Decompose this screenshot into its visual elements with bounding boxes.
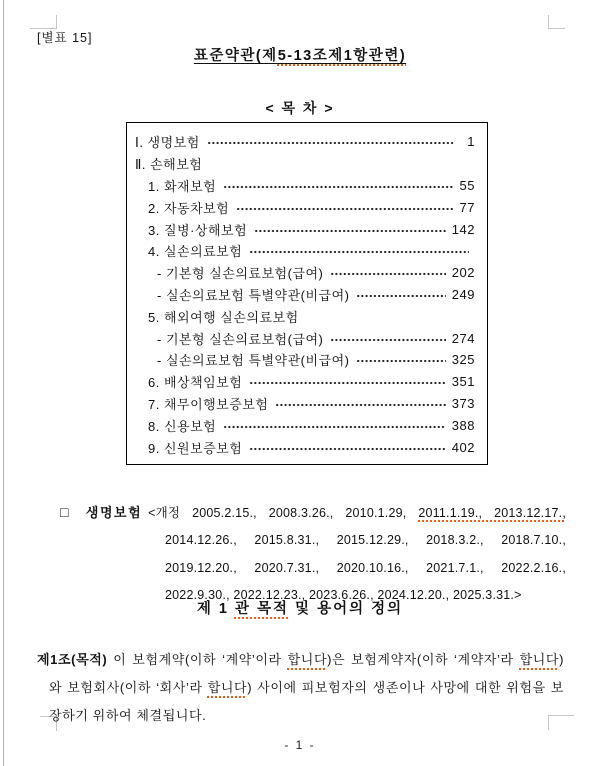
- toc-page-number: 249: [451, 286, 475, 302]
- revision-dates-part3: 2014.12.26., 2015.8.31., 2015.12.29., 2018.3.2., 2018.7.10., 2019.12.20., 2020.7.31., 2020.10.16., 2021.7.1., 2022.2.16., 2022.9.30., 2022.12.23., 2023.6.26., 2024.12.20., 2025.3.31.>: [165, 533, 566, 603]
- toc-item-label: 9. 신원보증보험: [148, 440, 243, 456]
- toc-item-label: 4. 실손의료보험: [148, 244, 243, 260]
- toc-box: [126, 122, 488, 465]
- toc-row: [135, 131, 475, 153]
- toc-page-number: 202: [451, 265, 475, 281]
- toc-row: [135, 305, 475, 327]
- toc-item-label: Ⅱ. 손해보험: [135, 157, 203, 173]
- toc-item-label: - 실손의료보험 특별약관(비급여): [157, 353, 350, 369]
- document-title-part2-spellcheck: 5-13조제1항관련): [277, 48, 407, 64]
- annex-label: [별표 15]: [37, 31, 93, 45]
- toc-page-number: 351: [451, 374, 475, 390]
- toc-dot-leader: [250, 447, 445, 451]
- toc-page-number: 373: [451, 395, 475, 411]
- article-text-1: 이 보험계약(이하 ‘계약’이라: [107, 652, 288, 667]
- toc-row: [135, 349, 475, 371]
- toc-page-number: 77: [459, 199, 475, 215]
- toc-row: [135, 436, 475, 458]
- document-title-part1: 표준약관(제: [193, 48, 278, 64]
- revision-paragraph: [60, 499, 566, 610]
- toc-item-label: - 기본형 실손의료보험(급여): [157, 331, 324, 347]
- toc-dot-leader: [208, 141, 455, 145]
- toc-page-number: 274: [451, 330, 475, 346]
- toc-dot-leader: [224, 425, 446, 429]
- toc-dot-leader: [357, 294, 445, 298]
- toc-item-label: 2. 자동차보험: [148, 200, 230, 216]
- article-text-6-spellcheck: 합니다: [207, 680, 248, 695]
- toc-row: [135, 284, 475, 306]
- section-label: 생명보험: [85, 504, 143, 520]
- corner-mark-top-left-icon: [30, 15, 57, 29]
- toc-dot-leader: [250, 250, 469, 254]
- chapter-heading-part2-spellcheck: 관 목적: [234, 601, 290, 617]
- toc-page-number: 1: [467, 134, 475, 150]
- toc-dot-leader: [276, 403, 445, 407]
- toc-page-number: 402: [451, 439, 475, 455]
- toc-dot-leader: [224, 185, 453, 189]
- toc-dot-leader: [331, 338, 445, 342]
- page-number: - 1 -: [284, 738, 316, 752]
- toc-item-label: Ⅰ. 생명보험: [135, 135, 200, 151]
- toc-dot-leader: [357, 359, 445, 363]
- toc-dot-leader: [250, 381, 445, 385]
- toc-row: [135, 218, 475, 240]
- toc-dot-leader: [255, 229, 446, 233]
- toc-page-number: 55: [459, 177, 475, 193]
- toc-item-label: 6. 배상책임보험: [148, 375, 243, 391]
- toc-row: [135, 240, 475, 262]
- toc-row: [135, 327, 475, 349]
- toc-heading: < 목 차 >: [265, 100, 335, 116]
- toc-dot-leader: [237, 207, 453, 211]
- toc-page-number: 325: [451, 352, 475, 368]
- toc-item-label: 5. 해외여행 실손의료보험: [148, 309, 299, 325]
- article-text-4-spellcheck: 합니다: [519, 652, 560, 667]
- toc-row: [135, 175, 475, 197]
- section-marker-square-icon: □: [60, 503, 77, 520]
- chapter-heading-part3: 및 용어의 정의: [289, 601, 404, 617]
- toc-row: [135, 393, 475, 415]
- toc-item-label: 7. 채무이행보증보험: [148, 396, 269, 412]
- toc-item-label: 1. 화재보험: [148, 178, 217, 194]
- toc-dot-leader: [331, 272, 445, 276]
- article-text-7: ) 사이에 피보험자의 생존이나 사망에 대한 위험을 보장하기 위하여 체결됩니다.: [49, 680, 564, 723]
- chapter-heading-part1: 제 1: [196, 601, 235, 617]
- article-title: 제1조(목적): [37, 652, 108, 667]
- toc-row: [135, 414, 475, 436]
- revision-dates-part1: <개정 2005.2.15., 2008.3.26., 2010.1.29,: [148, 505, 419, 520]
- toc-page-number: 142: [451, 221, 475, 237]
- corner-mark-top-right-icon: [548, 15, 565, 29]
- article-text-5: )와 보험회사(이하 ‘회사’라: [49, 652, 564, 695]
- toc-item-label: 3. 질병·상해보험: [148, 222, 248, 238]
- chapter-heading: [0, 597, 600, 618]
- article-text-2-spellcheck: 합니다: [287, 652, 328, 667]
- toc-row: [135, 371, 475, 393]
- document-title: [194, 48, 406, 64]
- toc-item-label: - 실손의료보험 특별약관(비급여): [157, 287, 350, 303]
- document-title-row: [0, 44, 600, 65]
- toc-row: [135, 196, 475, 218]
- toc-row: [135, 153, 475, 175]
- toc-item-label: 8. 신용보험: [148, 418, 217, 434]
- article-text-3: )은 보험계약자(이하 ‘계약자’라: [327, 652, 520, 667]
- article-paragraph: [37, 646, 564, 730]
- toc-page-number: 388: [451, 417, 475, 433]
- toc-row: [135, 262, 475, 284]
- revision-dates-part2-spellcheck: 2011.1.19., 2013.12.17.,: [418, 505, 566, 520]
- toc-item-label: - 기본형 실손의료보험(급여): [157, 266, 324, 282]
